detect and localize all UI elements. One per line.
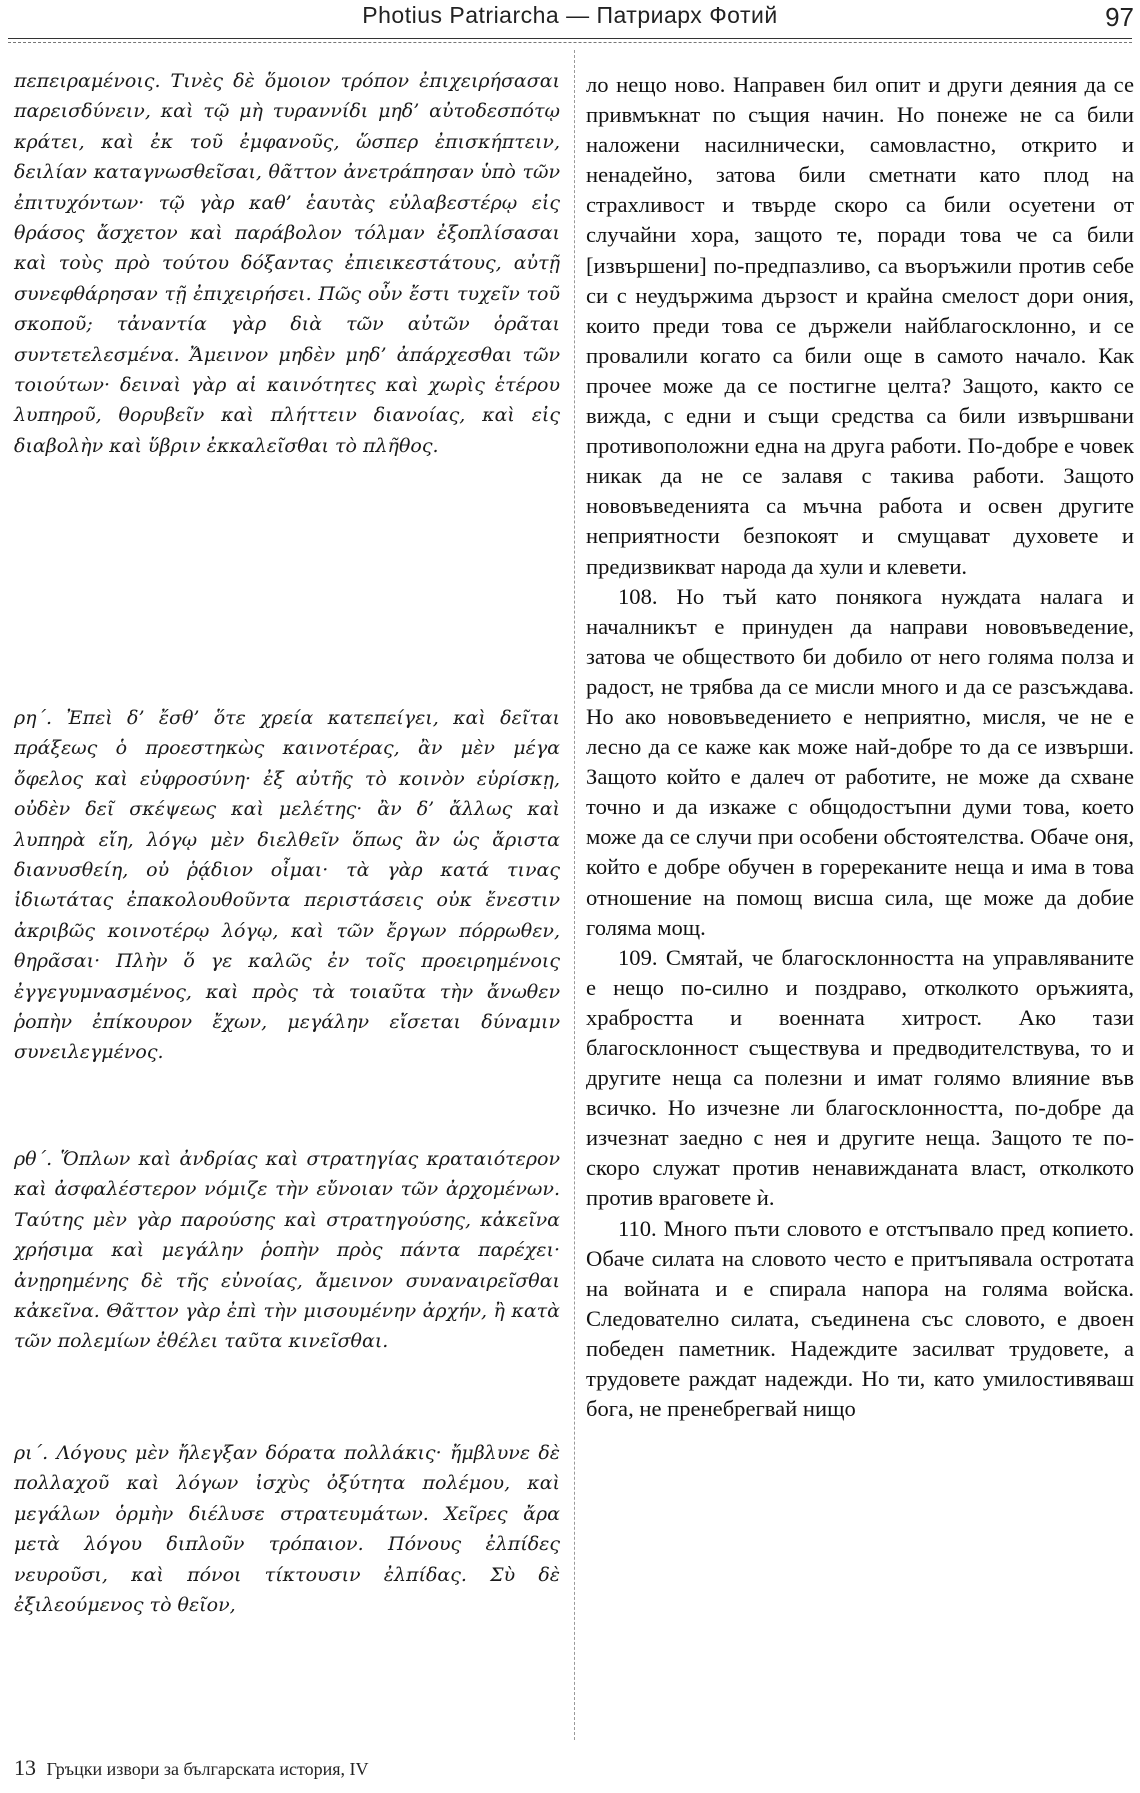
bulgarian-column (586, 70, 1134, 1770)
header-rule-dashed (8, 42, 1132, 43)
bulgarian-paragraph-110: 110. Много пъти словото е отстъпвало пред копието. Обаче силата на словото често е притъпявала остротата на войната и е спирала напора на голяма войска. Следователно силата, съединена със словото, е двоен победен паметник. Надеждите засилват трудовете, а трудовете раждат надежди. Но ти, като умилостивяваш бога, не пренебрегвай нищо (586, 1215, 1134, 1422)
bulgarian-paragraph-108: 108. Но тъй като понякога нуждата налага и началникът е принуден да направи нововъведение, затова че обществото би добило от него голяма полза и радост, не трябва да се мисли много и да се разсъждава. Но ако нововъведението е неприятно, мисля, че не е лесно да се каже как може най-добре то да се извърши. Защото който е далеч от работите, не може да схване точно и да изкаже с общодостъпни думи това, което може да се случи при особени обстоятелства. Обаче оня, който е добре обучен в горереканите неща и има в това отношение на помощ висша сила, ще може да добие голяма мощ. (586, 583, 1134, 940)
printer-signature: 13 (14, 1755, 36, 1780)
greek-paragraph-109: ρθ΄. Ὅπλων καὶ ἀνδρίας καὶ στρατηγίας κραταιότερον καὶ ἀσφαλέστερον νόμιζε τὴν εὔνοιαν τῶν ἀρχομένων. Ταύτης μὲν γὰρ παρούσης καὶ στρατηγούσης, κἀκεῖνα χρήσιμα καὶ μεγάλην ῥοπὴν πρὸς πάντα παρέχει· ἀνῃρημένης δὲ τῆς εὐνοίας, ἄμεινον συναναιρεῖσθαι κἀκεῖνα. Θᾶττον γὰρ ἐπὶ τὴν μισουμένην ἀρχήν, ἢ κατὰ τῶν πολεμίων ἐθέλει ταῦτα κινεῖσθαι. (14, 1148, 560, 1353)
running-title: Photius Patriarcha — Патриарх Фотий (362, 2, 778, 28)
page-number: 97 (1105, 2, 1134, 32)
greek-paragraph-1: πεπειραμένοις. Τινὲς δὲ ὅμοιον τρόπον ἐπιχειρήσασαι παρεισδύνειν, καὶ τῷ μὴ τυραννίδι μηδ’ αὐτοδεσπότῳ κράτει, καὶ ἐκ τοῦ ἐμφανοῦς, ὥσπερ ἐπισκήπτειν, δειλίαν καταγνωσθεῖσαι, θᾶττον ἀνετράπησαν ὑπὸ τῶν ἐπιτυχόντων· τῷ γὰρ καθ’ ἑαυτὰς εὐλαβεστέρῳ εἰς θράσος ἄσχετον καὶ παράβολον τόλμαν ἐξοπλίσασαι καὶ τοὺς πρὸ τούτου δόξαντας ἐπιεικεστάτους, αὐτῇ συνεφθάρησαν τῇ ἐπιχειρήσει. Πῶς οὖν ἔστι τυχεῖν τοῦ σκοποῦ; τἀναντία γὰρ διὰ τῶν αὐτῶν ὁρᾶται συντετελεσμένα. Ἄμεινον μηδὲν μηδ’ ἀπάρχεσθαι τῶν τοιούτων· δειναὶ γὰρ αἱ καινότητες καὶ χωρὶς ἑτέρου λυπηροῦ, θορυβεῖν καὶ πλήττειν διανοίας, καὶ εἰς διαβολὴν καὶ ὕβριν ἐκκαλεῖσθαι τὸ πλῆθος. (14, 70, 560, 457)
greek-paragraph-110: ρι΄. Λόγους μὲν ἤλεγξαν δόρατα πολλάκις· ἤμβλυνε δὲ πολλαχοῦ καὶ λόγων ἰσχὺς ὀξύτητα πολέμου, καὶ μεγάλων ὁρμὴν διέλυσε στρατευμάτων. Χεῖρες ἄρα μετὰ λόγου διπλοῦν τρόπαιον. Πόνους ἐλπίδες νευροῦσι, καὶ πόνοι τίκτουσιν ἐλπίδας. Σὺ δὲ ἐξιλεούμενος τὸ θεῖον, (14, 1442, 560, 1617)
header-rule (8, 38, 1132, 39)
page-footer (14, 1755, 369, 1781)
bulgarian-paragraph-109: 109. Смятай, че благосклонността на управляваните е нещо по-силно и поздраво, отколкото оръжията, храбростта и военната хитрост. Ако тази благосклонност съществува и предводителствува, то и другите неща са полезни и имат голямо влияние във всичко. Но изчезне ли благосклонността, по-добре да изчезнат заедно с нея и другите неща. Защото те по-скоро служат против ненавижданата власт, отколкото против враговете ѝ. (586, 944, 1134, 1211)
column-divider (574, 50, 575, 1740)
footer-title: Гръцки извори за българската история, IV (46, 1759, 369, 1779)
bulgarian-paragraph-1: ло нещо ново. Направен бил опит и други деяния да се привмъкнат по същия начин. Но понеже не са били наложени насилнически, самовластно, открито и ненадейно, затова били сметнати като плод на страхливост и твърде скоро са били осуетени от случайни хора, защото те, поради това че са били [извършени] по-предпазливо, са въоръжили против себе си с неудържима дързост и крайна смелост дори ония, които преди това се държели найблагосклонно, и се провалили когато са били още в самото начало. Как прочее може да се постигне целта? Защото, както се вижда, с едни и същи средства са били извършвани противоположни една на друга работи. По-добре е човек никак да не се залавя с такива работи. Защото нововъведенията са мъчна работа и освен другите неприятности безпокоят и смущават духовете и предизвикват народа да хули и клевети. (586, 72, 1134, 579)
greek-paragraph-108: ρη΄. Ἐπεὶ δ’ ἔσθ’ ὅτε χρεία κατεπείγει, καὶ δεῖται πράξεως ὁ προεστηκὼς καινοτέρας, ἂν μὲν μέγα ὄφελος καὶ εὐφροσύνη· ἐξ αὐτῆς τὸ κοινὸν εὑρίσκῃ, οὐδὲν δεῖ σκέψεως καὶ μελέτης· ἂν δ’ ἄλλως καὶ λυπηρὰ εἴη, λόγῳ μὲν διελθεῖν ὅπως ἂν ὡς ἄριστα διανυσθείη, οὐ ῥᾴδιον οἶμαι· τὰ γὰρ κατά τινας ἰδιωτάτας ἐπακολουθοῦντα περιστάσεις οὐκ ἔνεστιν ἀκριβῶς κοινοτέρῳ λόγῳ, καὶ τῶν ἔργων πόρρωθεν, θηρᾶσαι· Πλὴν ὅ γε καλῶς ἐν τοῖς προειρημένοις ἐγγεγυμνασμένος, καὶ πρὸς τὰ τοιαῦτα τὴν ἄνωθεν ῥοπὴν ἐπίκουρον ἔχων, μεγάλην εἴσεται δύναμιν συνειλεγμένος. (14, 707, 560, 1064)
